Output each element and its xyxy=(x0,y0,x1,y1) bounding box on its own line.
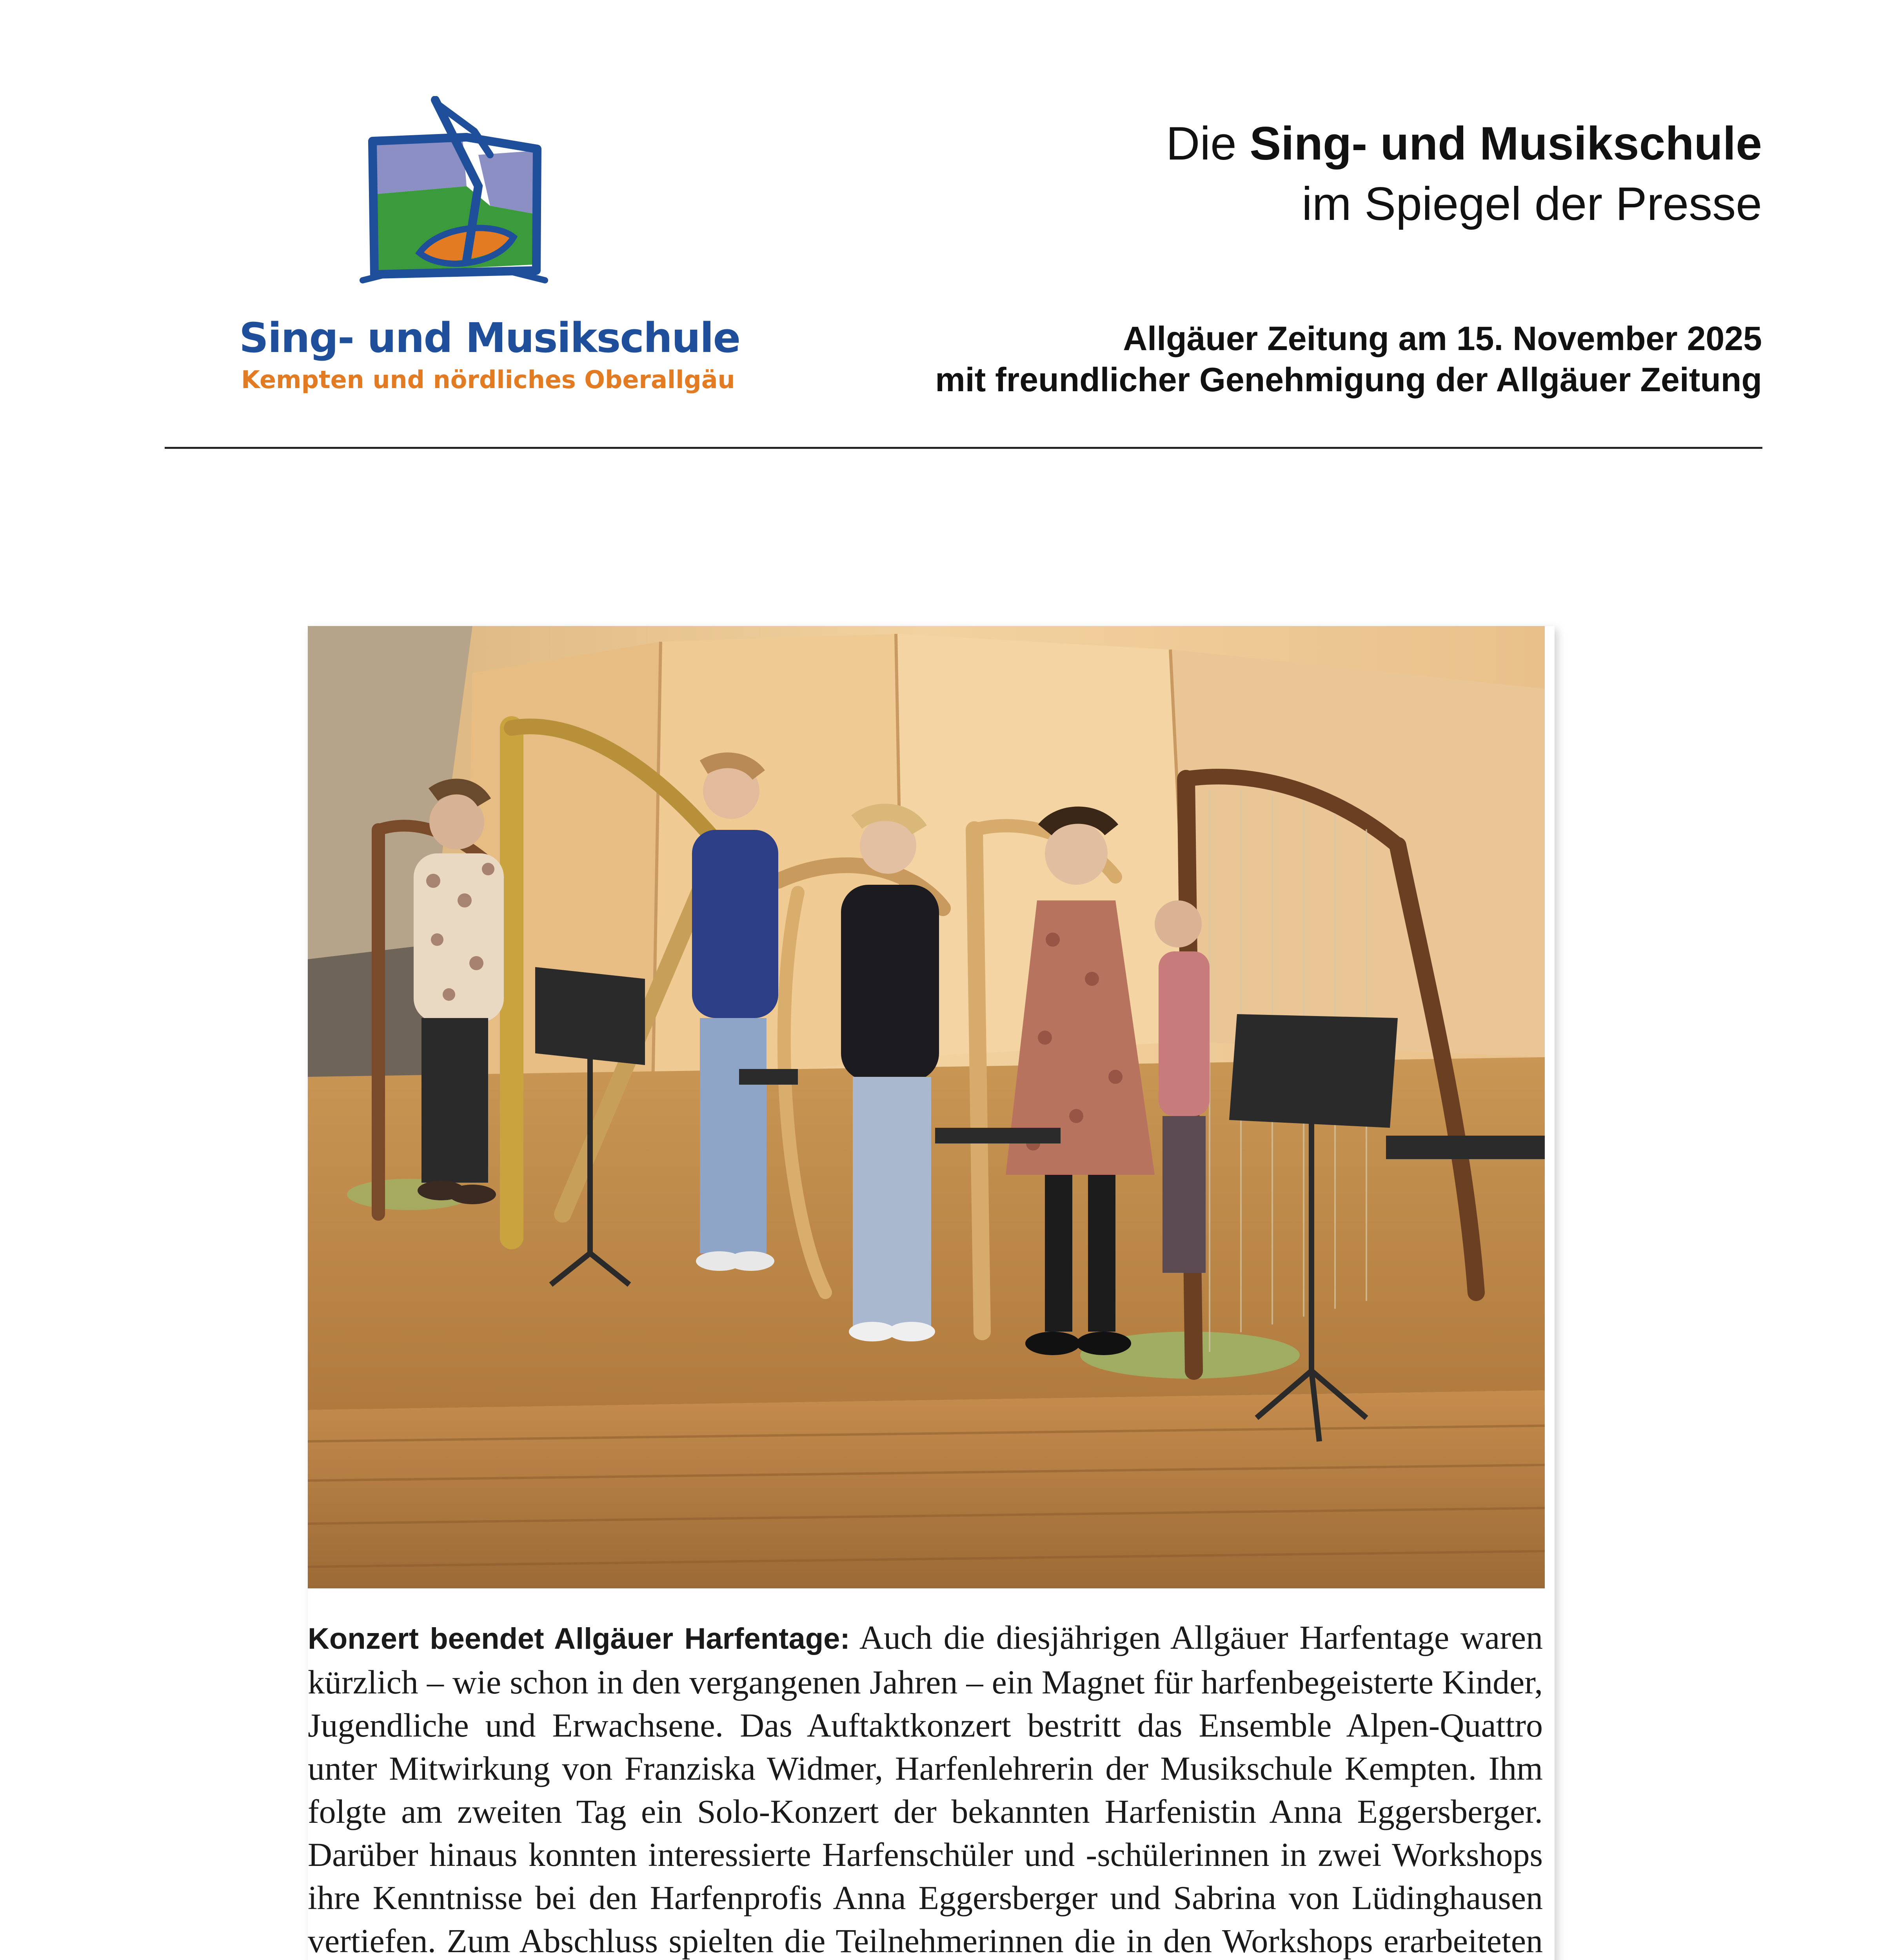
newspaper-clipping xyxy=(308,626,1555,1960)
article-text xyxy=(308,1616,1543,1960)
title-bold: Sing- und Musikschule xyxy=(1250,117,1762,170)
logo-name: Sing- und Musikschule xyxy=(239,314,740,362)
source-line-1: Allgäuer Zeitung am 15. November 2025 xyxy=(1123,320,1762,358)
header-divider xyxy=(165,447,1762,449)
page-title xyxy=(1166,114,1762,234)
title-line-2: im Spiegel der Presse xyxy=(1302,177,1762,230)
article-lead: Konzert beendet Allgäuer Harfentage: xyxy=(308,1622,850,1655)
source-note xyxy=(935,318,1762,401)
school-logo xyxy=(227,92,740,402)
source-line-2: mit freundlicher Genehmigung der Allgäuer Zeitung xyxy=(935,361,1762,399)
music-note-logo-icon xyxy=(349,96,569,316)
logo-subtitle: Kempten und nördliches Oberallgäu xyxy=(241,365,735,394)
concert-photo xyxy=(308,626,1545,1588)
article-body: Auch die diesjährigen Allgäuer Harfentage waren kürzlich – wie schon in den vergangenen Jahren – ein Magnet für harfenbegeisterte Kinder, Jugendliche und Erwachsene. Das Auftaktkonzert bestritt das Ensemble Alpen-Quattro unter Mitwirkung von Franziska Widmer, Harfenlehrerin der Musikschule Kempten. Ihm folgte am zweiten Tag ein Solo-Konzert der bekannten Harfenistin Anna Eggersberger. Darüber hinaus konnten interessierte Harfenschüler und -schülerinnen in zwei Workshops ihre Kenntnisse bei den Harfenprofis Anna Eggersberger und Sabrina von Lüdinghausen vertiefen. Zum Abschluss spielten die Teilnehmerinnen die in den Workshops erarbeiteten xyxy=(308,1619,1543,1960)
title-prefix: Die xyxy=(1166,117,1250,170)
